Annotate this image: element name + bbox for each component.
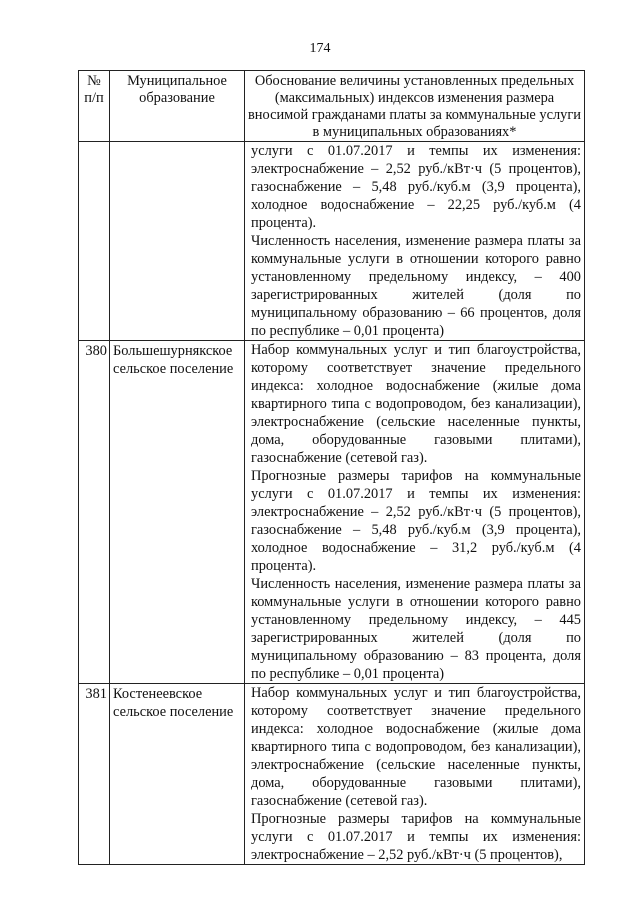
row-paragraph: Численность населения, изменение размера платы за коммунальные услуги в отношении которого равно установленному предельному индексу, – 400 зарегистрированных жителей (доля по муниципальному образованию – 66 процентов, доля по республике – 0,01 процента) (251, 233, 581, 339)
row-number: 380 (79, 341, 110, 684)
municipal-index-table (78, 70, 585, 865)
row-justification (245, 341, 585, 684)
row-paragraph: Прогнозные размеры тарифов на коммунальные услуги с 01.07.2017 и темпы их изменения: электроснабжение – 2,52 руб./кВт·ч (5 процентов), (251, 811, 581, 863)
row-municipality: Костенеевское сельское поселение (110, 684, 245, 865)
row-justification (245, 142, 585, 341)
row-municipality (110, 142, 245, 341)
row-paragraph: услуги с 01.07.2017 и темпы их изменения: электроснабжение – 2,52 руб./кВт·ч (5 процентов), газоснабжение – 5,48 руб./куб.м (3,9 процента), холодное водоснабжение – 22,25 руб./куб.м (4 процента). (251, 143, 581, 231)
row-municipality: Большешурнякское сельское поселение (110, 341, 245, 684)
header-number (79, 71, 110, 142)
header-justification: Обоснование величины установленных предельных (максимальных) индексов изменения размера вносимой гражданами платы за коммунальные услуги в муниципальных образованиях* (245, 71, 585, 142)
row-justification (245, 684, 585, 865)
row-number: 381 (79, 684, 110, 865)
header-municipality: Муниципальное образование (110, 71, 245, 142)
table-header-row (79, 71, 585, 142)
table-row (79, 142, 585, 341)
header-number-line2: п/п (84, 90, 104, 106)
table-row (79, 684, 585, 865)
row-paragraph: Численность населения, изменение размера платы за коммунальные услуги в отношении которого равно установленному предельному индексу, – 445 зарегистрированных жителей (доля по муниципальному образованию – 83 процента, доля по республике – 0,01 процента) (251, 576, 581, 682)
row-paragraph: Прогнозные размеры тарифов на коммунальные услуги с 01.07.2017 и темпы их изменения: электроснабжение – 2,52 руб./кВт·ч (5 процентов), газоснабжение – 5,48 руб./куб.м (3,9 процента), холодное водоснабжение – 31,2 руб./куб.м (4 процента). (251, 468, 581, 574)
table-row (79, 341, 585, 684)
page-number: 174 (309, 41, 331, 56)
row-number (79, 142, 110, 341)
header-number-line1: № (87, 73, 101, 89)
row-paragraph: Набор коммунальных услуг и тип благоустройства, которому соответствует значение предельного индекса: холодное водоснабжение (жилые дома квартирного типа с водопроводом, без канализации), электроснабжение (сельские населенные пункты, дома, оборудованные газовыми плитами), газоснабжение (сетевой газ). (251, 685, 581, 809)
row-paragraph: Набор коммунальных услуг и тип благоустройства, которому соответствует значение предельного индекса: холодное водоснабжение (жилые дома квартирного типа с водопроводом, без канализации), электроснабжение (сельские населенные пункты, дома, оборудованные газовыми плитами), газоснабжение (сетевой газ). (251, 342, 581, 466)
